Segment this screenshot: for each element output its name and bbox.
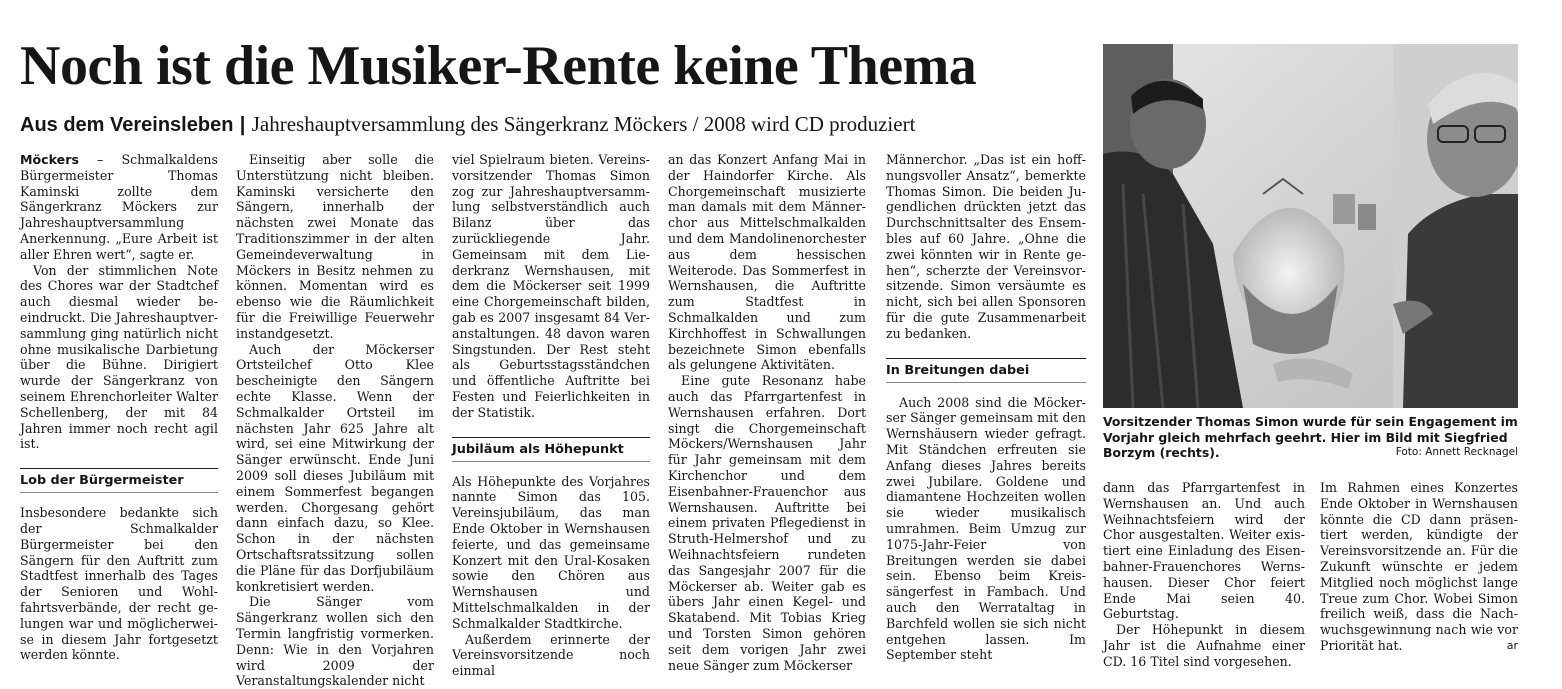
paragraph: Männerchor. „Das ist ein hoffnungsvoller Ansatz“, bemerkte Thomas Simon. Die beiden Jugendlichen drückten jetzt das Durchschnittsalter des Ensembles auf 60 Jahre. „Ohne die zwei könnten wir in Rente gehen“, scherzte der Vereinsvorsitzende. Simon versäumte es nicht, sich bei allen Sponsoren für die gute Zusammenarbeit zu bedanken.: [886, 152, 1086, 341]
paragraph: Insbesondere bedankte sich der Schmalkalder Bürgermeister bei den Sängern für den Auftritt zum Stadtfest innerhalb des Tages der Senioren und Wohlfahrtsverbände, der recht gelungen war und möglicherweise in diesem Jahr fortgesetzt werden könnte.: [20, 505, 218, 663]
photo-caption: Vorsitzender Thomas Simon wurde für sein Engagement im Vorjahr gleich mehrfach geehrt. Hier im Bild mit Siegfried Borzym (rechts).: [1103, 414, 1518, 460]
paragraph: Eine gute Resonanz habe auch das Pfarrgartenfest in Wernshausen erfahren. Dort singt die Chorgemeinschaft Möckers/Wernshausen Jahr für Jahr gemeinsam mit dem Kirchenchor und dem Eisenbahner-Frauenchor aus Wernshausen. Auftritte bei einem privaten Pflegedienst in Struth-Helmershof und zu Weihnachtsfeiern rundeten das Sangesjahr 2007 für die Möckerser ab. Weiter gab es übers Jahr einen Kegel- und Skatabend. Mit Tobias Krieg und Torsten Simon gehören seit dem vorigen Jahr zwei neue Sänger zum Möckerser: [668, 373, 866, 673]
kicker-separator: |: [239, 114, 246, 136]
paragraph-text: Im Rahmen eines Konzertes Ende Oktober in Wernshausen könnte die CD dann präsentiert werden, kündigte der Vereinsvorsitzende an. Für die Zukunft wünschte er jedem Mitglied noch möglichst lange Treue zum Chor. Wobei Simon freilich weiß, dass die Nachwuchsgewinnung nach wie vor Priorität hat.: [1320, 480, 1518, 653]
article-column-2: [236, 152, 434, 689]
subheadline: [20, 113, 915, 136]
paragraph: Auch 2008 sind die Möckerser Sänger gemeinsam mit den Wernshäusern wieder gefragt. Mit Ständchen erfreuten sie Anfang dieses Jahres bereits zwei Jubilare. Goldene und diamantene Hochzeiten wollen sie wieder musikalisch umrahmen. Beim Umzug zur 1075-Jahr-Feier von Breitungen werden sie dabei sein. Ebenso beim Kreissängerfest in Fambach. Und auch den Werrataltag in Barchfeld wollen sie sich nicht entgehen lassen. Im September steht: [886, 394, 1086, 663]
paragraph: an das Konzert Anfang Mai in der Haindorfer Kirche. Als Chorgemeinschaft musizierte man damals mit dem Männerchor aus Mittelschmalkalden und dem Mandolinenorchester aus dem hessischen Weiterode. Das Sommerfest in Wernshausen, die Auftritte zum Stadtfest in Schmalkalden und zum Kirchhoffest in Schwallungen bezeichnete Simon ebenfalls als gelungene Aktivitäten.: [668, 152, 866, 373]
photo-credit: Foto: Annett Recknagel: [1395, 446, 1518, 458]
photo-illustration: [1103, 44, 1518, 408]
paragraph-text: – Schmalkaldens Bürgermeister Thomas Kaminski zollte dem Sängerkranz Möckers zur Jahreshauptversammlung Anerkennung. „Eure Arbeit ist aller Ehren wert“, sagte er.: [20, 152, 218, 262]
paragraph: [20, 152, 218, 263]
subhead-jubilaeum: Jubiläum als Höhepunkt: [452, 437, 650, 462]
article-photo: [1103, 44, 1518, 408]
paragraph: dann das Pfarrgartenfest in Wernshausen an. Und auch Weihnachtsfeiern wird der Chor ausgestalten. Weiter existiert eine Einladung des Eisenbahner-Frauenchores Wernshausen. Dieser Chor feiert Ende Mai seien 40. Geburtstag.: [1103, 480, 1305, 622]
subhead-lob: Lob der Bürgermeister: [20, 468, 218, 493]
paragraph: Als Höhepunkte des Vorjahres nannte Simon das 105. Vereinsjubiläum, das man Ende Oktober in Wernshausen feierte, und das gemeinsame Konzert mit den Ural-Kosaken sowie den Chören aus Wernshausen und Mittelschmalkalden in der Schmalkalder Stadtkirche.: [452, 473, 650, 631]
article-column-7: [1320, 480, 1518, 654]
paragraph: Der Höhepunkt in diesem Jahr ist die Aufnahme einer CD. 16 Titel sind vorgesehen.: [1103, 622, 1305, 669]
paragraph: Von der stimmlichen Note des Chores war der Stadtchef auch diesmal wieder beeindruckt. Die Jahreshauptversammlung ging natürlich nicht ohne musikalische Darbietung über die Bühne. Dirigiert wurde der Sängerkranz von seinem Ehrenchorleiter Walter Schellenberg, der mit 84 Jahren immer noch recht agil ist.: [20, 262, 218, 452]
article-column-5: [886, 152, 1086, 663]
paragraph: Auch der Möckerser Ortsteilchef Otto Klee bescheinigte den Sängern echte Klasse. Wenn der Schmalkalder Ortsteil im nächsten Jahr 625 Jahre alt wird, sei eine Mitwirkung der Sänger erwünscht. Ende Juni 2009 soll dieses Jubiläum mit einem Sommerfest begangen werden. Chorgesang gehört dann einfach dazu, so Klee. Schon in der nächsten Ortschaftsratssitzung sollen die Pläne für das Dorfjubiläum konkretisiert werden.: [236, 341, 434, 594]
author-signature: ar: [1506, 638, 1518, 652]
paragraph: Einseitig aber solle die Unterstützung nicht bleiben. Kaminski versicherte den Sängern, innerhalb der nächsten zwei Monate das Traditionszimmer in der alten Gemeindeverwaltung in Möckers in Besitz nehmen zu können. Momentan wird es ebenso wie die Räumlichkeit für die Freiwillige Feuerwehr instandgesetzt.: [236, 152, 434, 341]
article-column-3: [452, 152, 650, 679]
dateline: Möckers: [20, 152, 79, 167]
article-column-1: [20, 152, 218, 663]
paragraph: viel Spielraum bieten. Vereinsvorsitzender Thomas Simon zog zur Jahreshauptversammlung selbstverständlich auch Bilanz über das zurückliegende Jahr. Gemeinsam mit dem Liederkranz Wernshausen, mit dem die Möckerser seit 1999 eine Chorgemeinschaft bilden, gab es 2007 insgesamt 84 Veranstaltungen. 48 davon waren Singstunden. Der Rest steht als Geburtsstagsständchen und öffentliche Auftritte bei Festen und Feierlichkeiten in der Statistik.: [452, 152, 650, 420]
paragraph: Die Sänger vom Sängerkranz wollen sich den Termin langfristig vormerken. Denn: Wie in den Vorjahren wird 2009 der Veranstaltungskalender nicht: [236, 594, 434, 689]
section-kicker: Aus dem Vereinsleben: [20, 114, 234, 136]
headline: Noch ist die Musiker-Rente keine Thema: [20, 35, 977, 97]
article-column-4: [668, 152, 866, 673]
article-column-6: [1103, 480, 1305, 670]
deck-line: Jahreshauptversammlung des Sängerkranz Möckers / 2008 wird CD produziert: [251, 112, 916, 136]
paragraph: Außerdem erinnerte der Vereinsvorsitzende noch einmal: [452, 631, 650, 679]
subhead-breitungen: In Breitungen dabei: [886, 358, 1086, 383]
paragraph: [1320, 480, 1518, 654]
